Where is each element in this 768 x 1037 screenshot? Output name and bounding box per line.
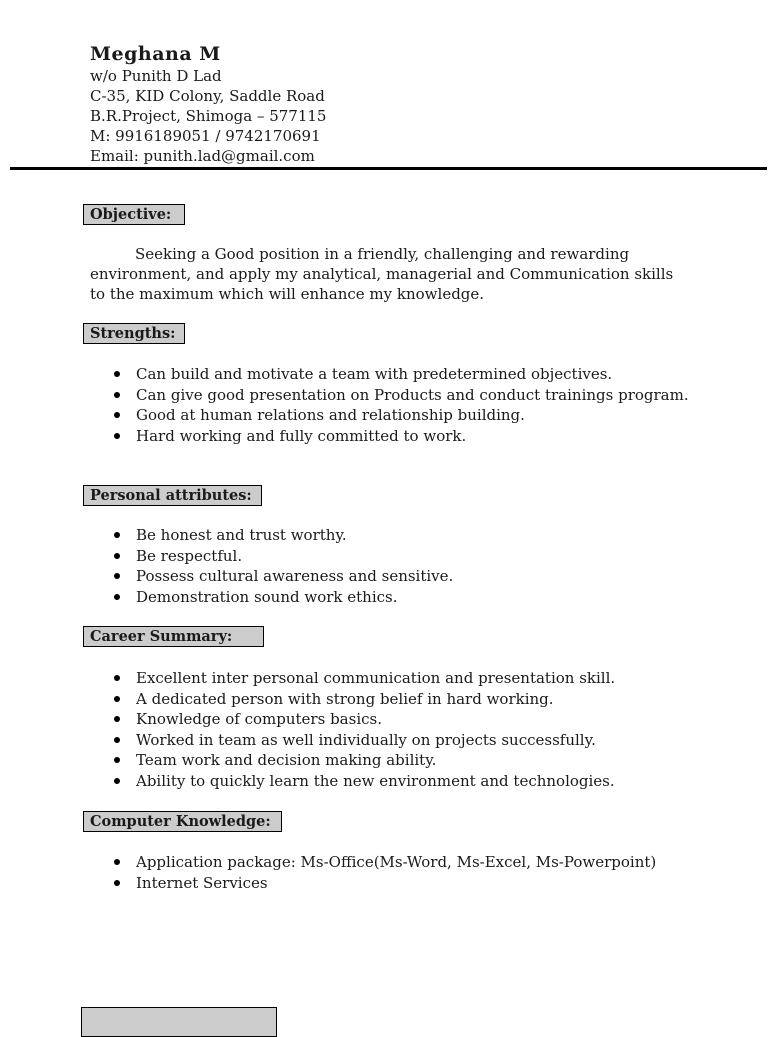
list-item: Application package: Ms-Office(Ms-Word, Ms-Excel, Ms-Powerpoint) (110, 852, 730, 873)
list-item: Knowledge of computers basics. (110, 709, 700, 730)
contact-header (90, 42, 326, 166)
objective-heading: Objective: (83, 204, 185, 225)
list-item: Hard working and fully committed to work. (110, 426, 700, 447)
list-item: Excellent inter personal communication and presentation skill. (110, 668, 700, 689)
computer-knowledge-heading: Computer Knowledge: (83, 811, 282, 832)
list-item: Possess cultural awareness and sensitive. (110, 566, 700, 587)
contact-line-relation: w/o Punith D Lad (90, 67, 222, 85)
career-summary-list (110, 668, 700, 791)
list-item: Be respectful. (110, 546, 700, 567)
objective-text-content: Seeking a Good position in a friendly, challenging and rewarding environment, and apply my analytical, managerial and Communication skills to the maximum which will enhance my knowledge. (90, 245, 674, 303)
list-item: Can build and motivate a team with predetermined objectives. (110, 364, 700, 385)
contact-line-phone: M: 9916189051 / 9742170691 (90, 127, 321, 145)
contact-line-email: Email: punith.lad@gmail.com (90, 147, 315, 165)
candidate-name: Meghana M (90, 43, 221, 65)
list-item: Worked in team as well individually on projects successfully. (110, 730, 700, 751)
list-item: Good at human relations and relationship building. (110, 405, 700, 426)
personal-attributes-list (110, 525, 700, 607)
personal-attributes-heading: Personal attributes: (83, 485, 262, 506)
header-divider (10, 167, 767, 170)
list-item: A dedicated person with strong belief in hard working. (110, 689, 700, 710)
list-item: Team work and decision making ability. (110, 750, 700, 771)
list-item: Be honest and trust worthy. (110, 525, 700, 546)
strengths-list (110, 364, 700, 446)
contact-line-address-1: C-35, KID Colony, Saddle Road (90, 87, 325, 105)
list-item: Internet Services (110, 873, 730, 894)
next-section-heading-box (81, 1007, 277, 1037)
objective-text (90, 244, 690, 304)
list-item: Demonstration sound work ethics. (110, 587, 700, 608)
list-item: Can give good presentation on Products and conduct trainings program. (110, 385, 700, 406)
computer-knowledge-list (110, 852, 730, 893)
strengths-heading: Strengths: (83, 323, 185, 344)
contact-line-address-2: B.R.Project, Shimoga – 577115 (90, 107, 327, 125)
career-summary-heading: Career Summary: (83, 626, 264, 647)
list-item: Ability to quickly learn the new environment and technologies. (110, 771, 700, 792)
